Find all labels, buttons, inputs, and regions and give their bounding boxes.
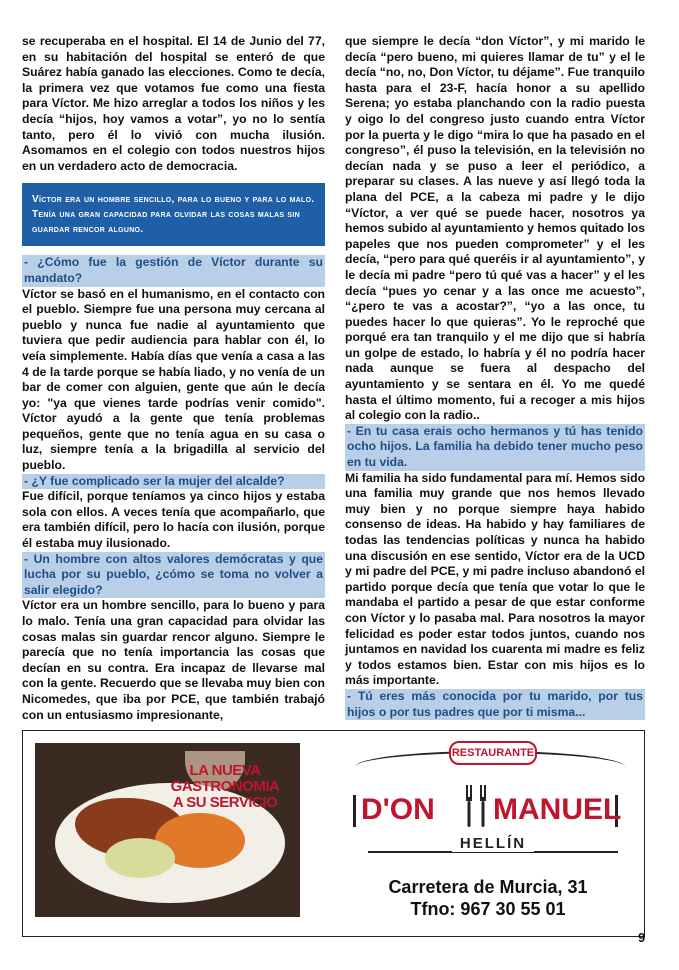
- paragraph: Fue difícil, porque teníamos ya cinco hijos y estaba sola con ellos. A veces tenía que acompañarlo, que era también difícil, pero lo hacía con ilusión, porque él estaba muy ilusionado.: [22, 489, 325, 551]
- interview-question: - Un hombre con altos valores demócratas y que lucha por su pueblo, ¿cómo se toma no volver a salir elegido?: [24, 551, 323, 597]
- slogan-line: LA NUEVA GASTRONOMIA: [170, 762, 280, 795]
- interview-question: - ¿Y fue complicado ser la mujer del alcalde?: [22, 474, 325, 490]
- brand-manuel: MANUEL: [493, 793, 622, 826]
- ad-slogan: [150, 763, 300, 811]
- brand-don: D'ON: [361, 793, 435, 826]
- food-photo: [35, 743, 300, 917]
- interview-question: - ¿Cómo fue la gestión de Víctor durante su mandato?: [24, 255, 323, 285]
- interview-question: - Tú eres más conocida por tu marido, por tus hijos o por tus padres que por ti misma...: [347, 688, 643, 719]
- paragraph: Víctor era un hombre sencillo, para lo bueno y para lo malo. Tenía una gran capacidad para olvidar las cosas malas sin guardar rencor alguno. Siempre le parecía que no tenía importancia las cosas que decían en su contra. Era incapaz de llevarse mal con la gente. Recuerdo que se llevaba muy bien con Nicomedes, que iba por PCE, que también trabajó con un entusiasmo impresionante,: [22, 598, 325, 722]
- fork-icon: [463, 783, 491, 829]
- restaurant-label: RESTAURANTE: [449, 741, 537, 765]
- city-text: HELLÍN: [452, 835, 534, 852]
- paragraph: que siempre le decía “don Víctor”, y mi marido le decía “pero bueno, mi quieres llamar de tu” y el le decía “no, no, Don Víctor, tu déjame”. Fue tranquilo hasta para el 23-F, hacía honor a su apellido Serena; yo estaba planchando con la radio puesta y oigo lo del congreso justo cuando entra Víctor por la puerta y le digo “mira lo que ha pasado en el congreso”, él puso la televisión, en la televisión no decían nada y se puso a leer el periódico, a preparar su clases. A las nueve y así llegó toda la plana del PCE, a la cabeza mi padre y le dijo “Víctor, a ver qué se puede hacer, nosotros ya hemos subido al ayuntamiento y hemos quitado los papeles que nos pueden comprometer” y el les decía, “pero para qué queréis ir al ayuntamiento”, y le decía mi padre “pero tú qué vas a hacer” y el les decía “pues yo cenar y a las once me acuesto”, “¿pero te vas a acostar?”, “yo a las once, tu puedes hacer lo que quieras”. Yo le reproché que porqué era tan tranquilo y el me dijo que si habría un golpe de estado, lo habría y él no podría hacer nada aunque se fuera al despacho del ayuntamiento y se sentara en él. Yo me quedé hasta el último momento, fui a recoger a mis hijos al colegio con la radio..: [345, 34, 645, 423]
- page-number: 9: [638, 930, 646, 945]
- interview-question: - En tu casa erais ocho hermanos y tú has tenido ocho hijos. La familia ha debido tener mucho peso en tu vida.: [347, 423, 643, 470]
- phone: Tfno: 967 30 55 01: [410, 899, 566, 919]
- slogan-line: A SU SERVICIO: [172, 794, 278, 811]
- address: Carretera de Murcia, 31: [388, 877, 588, 897]
- paragraph: Víctor se basó en el humanismo, en el contacto con el pueblo. Siempre fue una persona muy cercana al pueblo y nunca fue nadie al ayuntamiento que tuviera que pedir audiencia para hablar con él, lo veía simplemente. Había días que venía a casa a las 4 de la tarde porque se había liado, y no venía de un bar de comer con alguien, gente que aún le decía yo: "ya que vienes tarde podrías venir comido". Víctor ayudó a la gente que tenía problemas pequeños, gente que no tenía agua en su casa o luz, siempre tenía a la brigadilla al servicio del pueblo.: [22, 286, 325, 473]
- city-name: [383, 835, 603, 852]
- paragraph: Mi familia ha sido fundamental para mí. Hemos sido una familia muy grande que nos hemos llevado muy bien y no porque siempre haya habido consenso de ideas. Ha habido y hay familiares de todas las tendencias políticas y nunca ha habido una discusión en ese sentido, Víctor era de la UCD y mi padre del PCE, y mi padre incluso abandonó el partido porque decía que tenía que votar lo que le mandaba el partido a pesar de que estar conforme con Víctor y lo pasaba mal. Para nosotros la mayor felicidad es poder estar todos juntos, cuando nos juntamos en navidad los cuarenta mi madre es feliz y todos estamos bien. Estar con mis hijos es lo más importante.: [345, 470, 646, 688]
- left-column: [22, 34, 325, 723]
- right-column: [345, 34, 645, 720]
- contact-info: [353, 876, 623, 920]
- paragraph: se recuperaba en el hospital. El 14 de Junio del 77, en su habitación del hospital se enteró de que Suárez había ganado las elecciones. Como te decía, la primera vez que votamos fue como una fiesta para Víctor. Me hizo arreglar a todos los niños y les decía “hijos, hoy vamos a votar”, yo no lo sentía tanto, pero él lo vivió con mucha ilusión. Asomamos en el colegio con todos nuestros hijos en un verdadero acto de democracia.: [22, 34, 325, 173]
- pull-quote-box: Víctor era un hombre sencillo, para lo bueno y para lo malo. Tenía una gran capacidad para olvidar las cosas malas sin guardar rencor alguno.: [22, 183, 325, 246]
- restaurant-advertisement: [22, 730, 645, 937]
